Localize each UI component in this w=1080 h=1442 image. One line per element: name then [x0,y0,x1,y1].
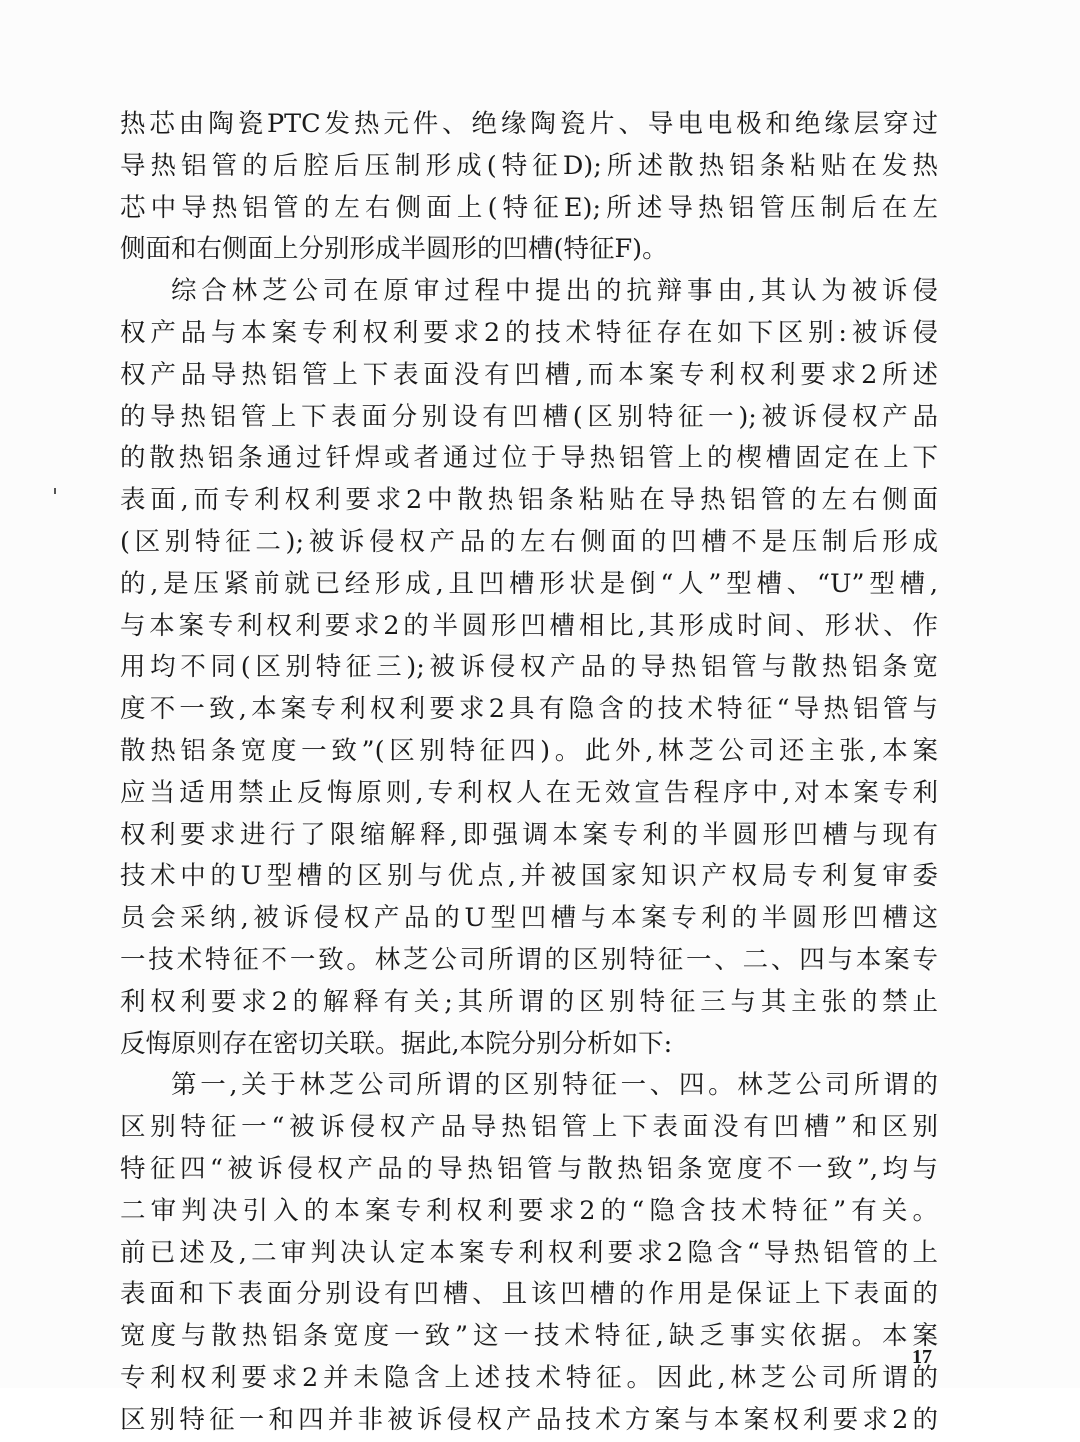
text-line: 的,是压紧前就已经形成,且凹槽形状是倒“人”型槽、“U”型槽, [120,568,938,599]
text-line: 二审判决引入的本案专利权利要求2的“隐含技术特征”有关。 [120,1195,938,1226]
paragraph-first-line: 第一,关于林芝公司所谓的区别特征一、四。林芝公司所谓的 [171,1070,938,1101]
text-line: 表面和下表面分别设有凹槽、且该凹槽的作用是保证上下表面的 [120,1279,938,1310]
text-line: 热芯由陶瓷PTC发热元件、绝缘陶瓷片、导电电极和绝缘层穿过 [120,109,938,139]
text-line: 区别特征一“被诉侵权产品导热铝管上下表面没有凹槽”和区别 [120,1112,938,1143]
text-line: 与本案专利权利要求2的半圆形凹槽相比,其形成时间、形状、作 [120,610,938,641]
text-line: 导热铝管的后腔后压制形成(特征D);所述散热铝条粘贴在发热 [120,150,938,181]
text-line: 权产品与本案专利权利要求2的技术特征存在如下区别:被诉侵 [120,317,938,348]
paragraph-first-line: 综合林芝公司在原审过程中提出的抗辩事由,其认为被诉侵 [171,276,938,307]
text-line: 用均不同(区别特征三);被诉侵权产品的导热铝管与散热铝条宽 [120,652,938,683]
text-line: 权利要求进行了限缩解释,即强调本案专利的半圆形凹槽与现有 [120,819,938,850]
text-line: 表面,而专利权利要求2中散热铝条粘贴在导热铝管的左右侧面 [120,485,938,516]
text-line: 专利权利要求2并未隐含上述技术特征。因此,林芝公司所谓的 [120,1362,938,1393]
text-line: 散热铝条宽度一致”(区别特征四)。此外,林芝公司还主张,本案 [120,735,938,766]
text-line: 的散热铝条通过钎焊或者通过位于导热铝管上的楔槽固定在上下 [120,443,938,474]
text-line: (区别特征二);被诉侵权产品的左右侧面的凹槽不是压制后形成 [120,526,938,557]
text-line: 前已述及,二审判决认定本案专利权利要求2隐含“导热铝管的上 [120,1237,938,1268]
scan-speck [54,488,56,494]
text-line: 宽度与散热铝条宽度一致”这一技术特征,缺乏事实依据。本案 [120,1321,938,1352]
text-line: 特征四“被诉侵权产品的导热铝管与散热铝条宽度不一致”,均与 [120,1153,938,1184]
text-line: 的导热铝管上下表面分别设有凹槽(区别特征一);被诉侵权产品 [120,401,938,432]
text-line: 应当适用禁止反悔原则,专利权人在无效宣告程序中,对本案专利 [120,777,938,808]
text-line: 权产品导热铝管上下表面没有凹槽,而本案专利权利要求2所述 [120,359,938,390]
text-line: 芯中导热铝管的左右侧面上(特征E);所述导热铝管压制后在左 [120,192,938,223]
body-text [120,104,938,1442]
text-line: 一技术特征不一致。林芝公司所谓的区别特征一、二、四与本案专 [120,944,938,975]
text-line: 度不一致,本案专利权利要求2具有隐含的技术特征“导热铝管与 [120,694,938,725]
text-line: 技术中的U型槽的区别与优点,并被国家知识产权局专利复审委 [120,861,938,892]
page-number: 17 [912,1346,932,1368]
text-line: 侧面和右侧面上分别形成半圆形的凹槽(特征F)。 [120,234,668,265]
text-line: 区别特征一和四并非被诉侵权产品技术方案与本案权利要求2的 [120,1404,938,1435]
text-line: 员会采纳,被诉侵权产品的U型凹槽与本案专利的半圆形凹槽这 [120,903,938,934]
text-line: 反悔原则存在密切关联。据此,本院分别分析如下: [120,1028,673,1059]
text-line: 利权利要求2的解释有关;其所谓的区别特征三与其主张的禁止 [120,986,938,1017]
